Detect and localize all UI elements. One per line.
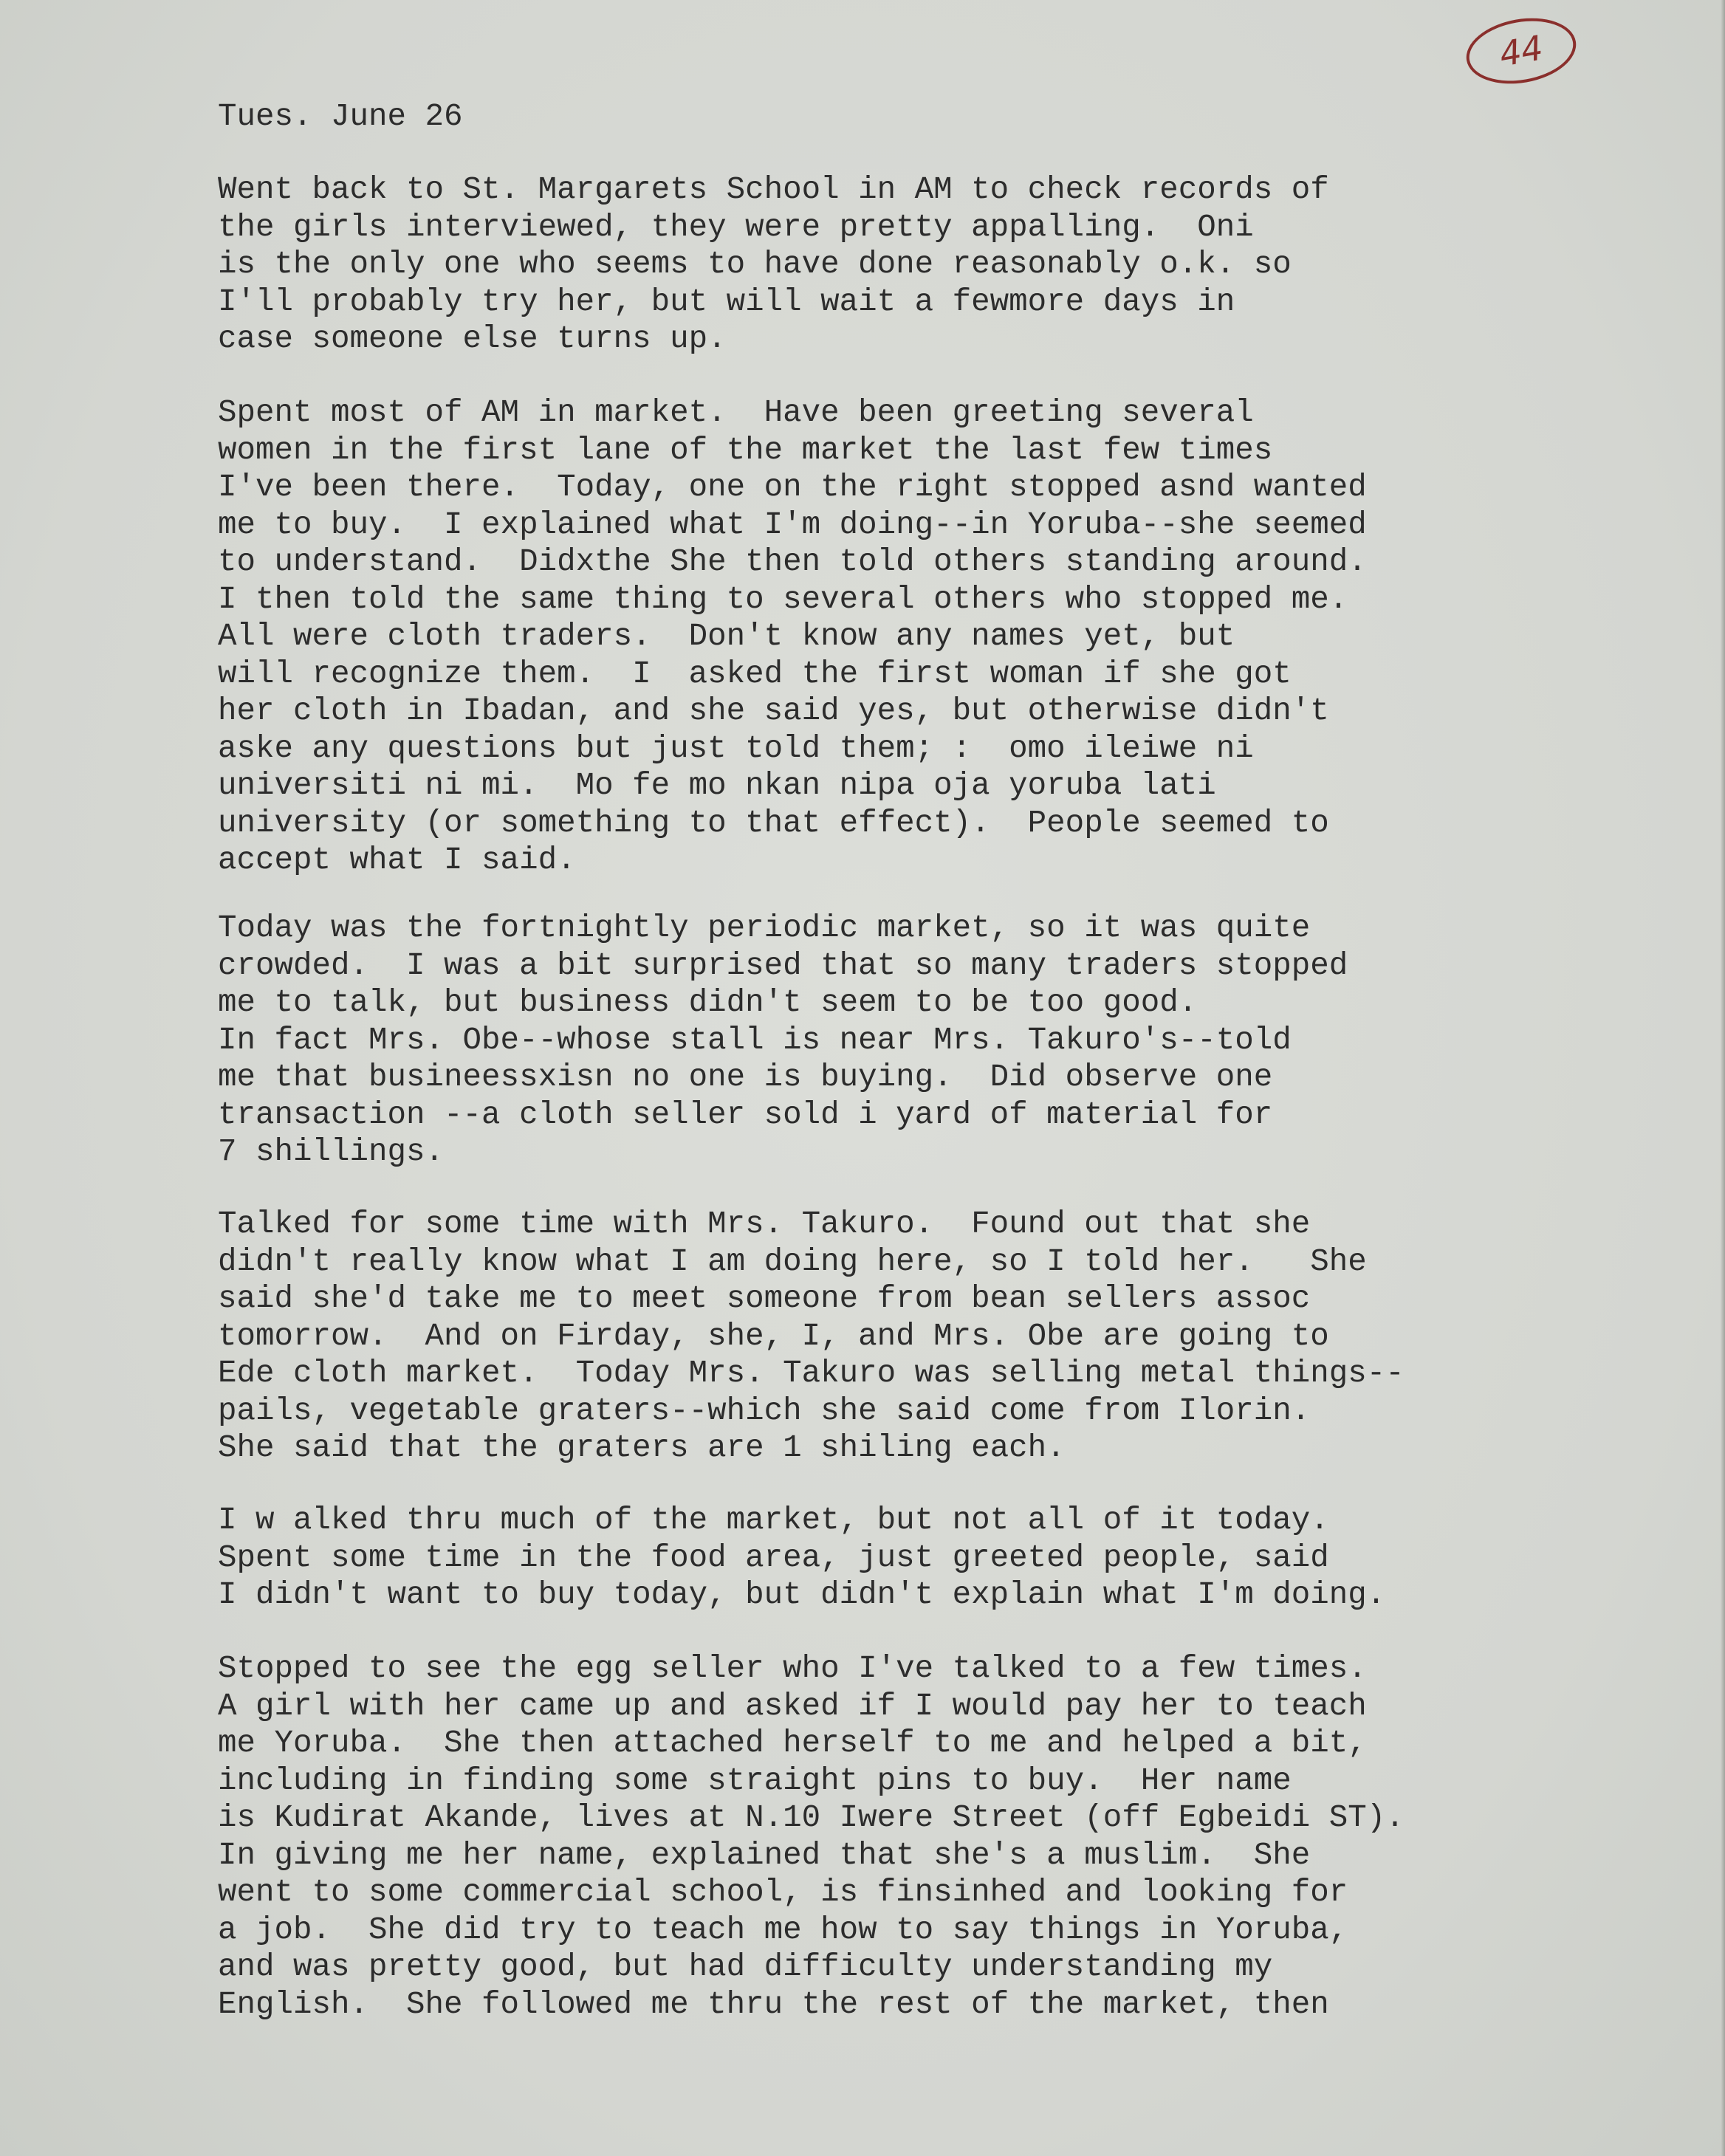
paragraph-4 — [218, 1206, 1405, 1467]
text-line: I w alked thru much of the market, but not all of it today. — [218, 1503, 1329, 1538]
text-line: Spent most of AM in market. Have been greeting several — [218, 395, 1254, 430]
circled-page-number — [1461, 10, 1582, 92]
text-line: Today was the fortnightly periodic market, so it was quite — [218, 910, 1311, 946]
paragraph-2 — [218, 394, 1367, 879]
text-line: her cloth in Ibadan, and she said yes, but otherwise didn't — [218, 693, 1329, 729]
entry-date: Tues. June 26 — [218, 99, 463, 134]
text-line: Ede cloth market. Today Mrs. Takuro was selling metal things-- — [218, 1356, 1405, 1391]
text-line: case someone else turns up. — [218, 321, 727, 357]
text-line: went to some commercial school, is finsinhed and looking for — [218, 1875, 1348, 1910]
paragraph-5 — [218, 1502, 1385, 1614]
text-line: I then told the same thing to several others who stopped me. — [218, 581, 1348, 617]
text-line: me to buy. I explained what I'm doing--in Yoruba--she seemed — [218, 507, 1367, 543]
paragraph-6 — [218, 1650, 1405, 2023]
text-line: me to talk, but business didn't seem to be too good. — [218, 985, 1198, 1020]
page-number-text: 44 — [1496, 27, 1546, 75]
text-line: 7 shillings. — [218, 1134, 445, 1170]
text-line: the girls interviewed, they were pretty appalling. Oni — [218, 209, 1254, 245]
text-line: I've been there. Today, one on the right stopped asnd wanted — [218, 470, 1367, 505]
text-line: universiti ni mi. Mo fe mo nkan nipa oja yoruba lati — [218, 768, 1216, 803]
text-line: Stopped to see the egg seller who I've talked to a few times. — [218, 1651, 1367, 1686]
text-line: said she'd take me to meet someone from bean sellers assoc — [218, 1281, 1311, 1316]
text-line: Spent some time in the food area, just greeted people, said — [218, 1539, 1329, 1576]
text-line: All were cloth traders. Don't know any names yet, but — [218, 619, 1235, 654]
text-line: A girl with her came up and asked if I would pay her to teach — [218, 1688, 1367, 1724]
text-line: In fact Mrs. Obe--whose stall is near Mrs. Takuro's--told — [218, 1022, 1292, 1058]
text-line: She said that the graters are 1 shiling each. — [218, 1430, 1066, 1466]
text-line: crowded. I was a bit surprised that so many traders stopped — [218, 947, 1348, 983]
text-line: university (or something to that effect). People seemed to — [218, 805, 1329, 841]
text-line: and was pretty good, but had difficulty understanding my — [218, 1949, 1273, 1985]
text-line: In giving me her name, explained that she's a muslim. She — [218, 1837, 1311, 1873]
text-line: aske any questions but just told them; : omo ileiwe ni — [218, 730, 1254, 766]
page-edge-shadow — [1721, 0, 1725, 2156]
text-line: a job. She did try to teach me how to say things in Yoruba, — [218, 1912, 1348, 1948]
text-line: to understand. Didxthe She then told others standing around. — [218, 544, 1367, 580]
text-line: me Yoruba. She then attached herself to me and helped a bit, — [218, 1726, 1367, 1761]
text-line: I'll probably try her, but will wait a fewmore days in — [218, 284, 1235, 320]
paragraph-3 — [218, 910, 1348, 1171]
text-line: transaction --a cloth seller sold i yard of material for — [218, 1096, 1273, 1133]
text-line: I didn't want to buy today, but didn't explain what I'm doing. — [218, 1577, 1386, 1613]
text-line: women in the first lane of the market the last few times — [218, 432, 1273, 468]
text-line: is the only one who seems to have done reasonably o.k. so — [218, 247, 1292, 282]
text-line: will recognize them. I asked the first woman if she got — [218, 656, 1292, 692]
paragraph-1 — [218, 171, 1329, 358]
text-line: Talked for some time with Mrs. Takuro. Found out that she — [218, 1206, 1311, 1242]
text-line: pails, vegetable graters--which she said come from Ilorin. — [218, 1393, 1311, 1429]
text-line: tomorrow. And on Firday, she, I, and Mrs. Obe are going to — [218, 1318, 1329, 1354]
text-line: didn't really know what I am doing here, so I told her. She — [218, 1243, 1367, 1280]
text-line: Went back to St. Margarets School in AM to check records of — [218, 172, 1329, 207]
text-line: accept what I said. — [218, 842, 576, 878]
text-line: English. She followed me thru the rest of the market, then — [218, 1986, 1329, 2022]
text-line: me that busineessxisn no one is buying. Did observe one — [218, 1060, 1273, 1095]
text-line: is Kudirat Akande, lives at N.10 Iwere Street (off Egbeidi ST). — [218, 1800, 1405, 1836]
text-line: including in finding some straight pins to buy. Her name — [218, 1762, 1292, 1799]
